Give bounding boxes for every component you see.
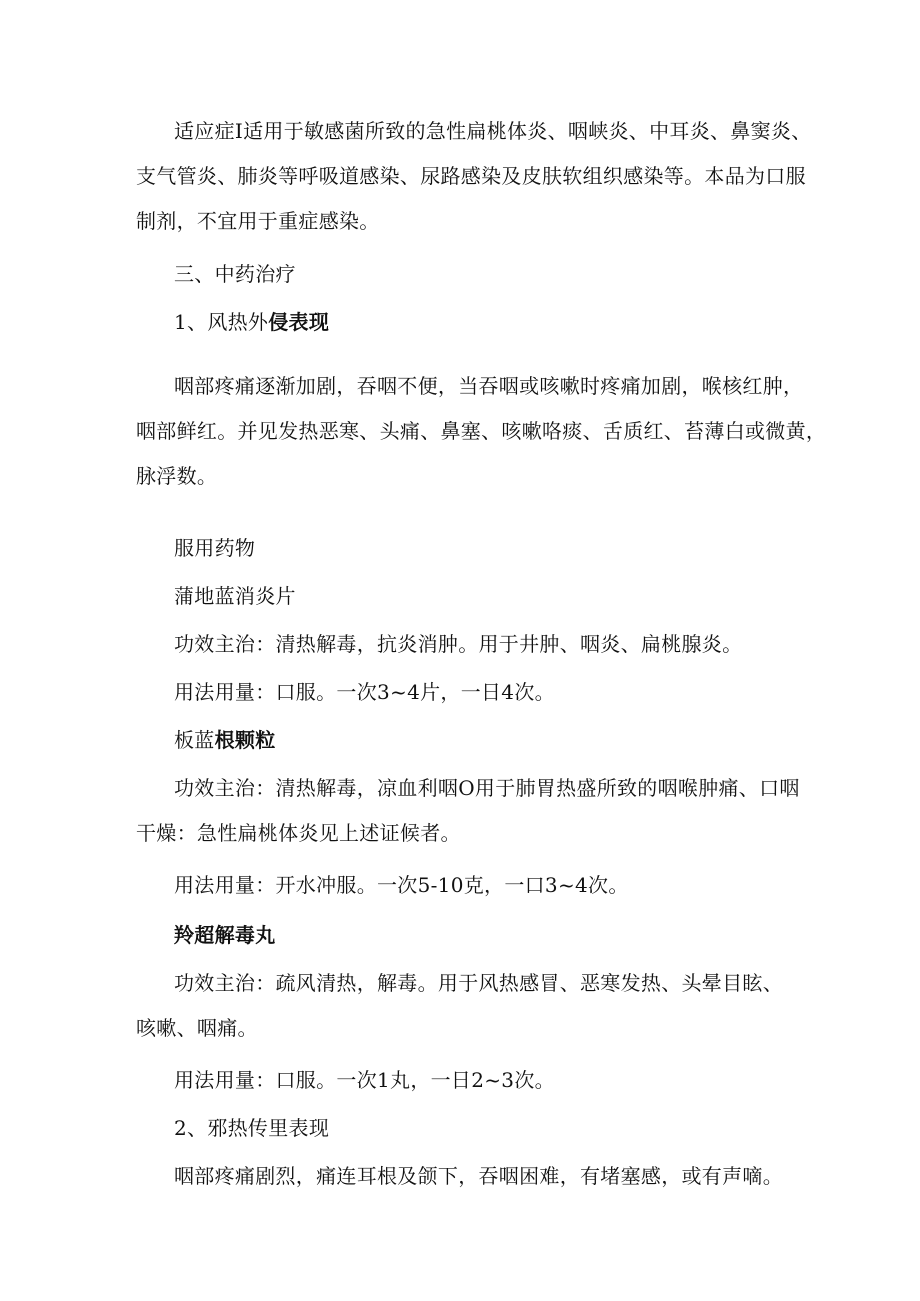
drug-name-bold: 根颗粒 bbox=[214, 728, 276, 752]
drug-dosage-2 bbox=[136, 863, 812, 908]
text-line: 制剂，不宜用于重症感染。 bbox=[136, 209, 380, 233]
text-line: 用法用量：口服。一次3~4片，一日4次。 bbox=[174, 680, 555, 704]
symptoms-paragraph-2 bbox=[136, 1154, 812, 1199]
text-line: 支气管炎、肺炎等呼吸道感染、尿路感染及皮肤软组织感染等。本品为口服 bbox=[136, 164, 806, 188]
section-heading-tcm bbox=[136, 252, 812, 297]
indications-paragraph bbox=[136, 109, 812, 244]
drug-name-1 bbox=[136, 574, 812, 619]
text-line: 咽部疼痛逐渐加剧，吞咽不便，当吞咽或咳嗽时疼痛加剧，喉核红肿， bbox=[174, 374, 804, 398]
text-line: 干燥：急性扁桃体炎见上述证候者。 bbox=[136, 821, 461, 845]
text-line: 羚超解毒丸 bbox=[174, 923, 276, 947]
drug-efficacy-3 bbox=[136, 961, 812, 1051]
text-line: 用法用量：开水冲服。一次5-10克，一口3~4次。 bbox=[174, 873, 629, 897]
text-line: 功效主治：清热解毒，凉血利咽O用于肺胃热盛所致的咽喉肿痛、口咽 bbox=[174, 776, 800, 800]
symptoms-paragraph bbox=[136, 364, 827, 499]
text-line: 服用药物 bbox=[174, 536, 256, 560]
text-line: 适应症I适用于敏感菌所致的急性扁桃体炎、咽峡炎、中耳炎、鼻窦炎、 bbox=[174, 119, 812, 143]
drug-name-prefix: 板蓝 bbox=[174, 728, 215, 752]
drug-dosage-1 bbox=[136, 670, 812, 715]
text-line: 用法用量：口服。一次1丸，一日2~3次。 bbox=[174, 1068, 555, 1092]
text-line: 咽部疼痛剧烈，痛连耳根及颌下，吞咽困难，有堵塞感，或有声嘀。 bbox=[174, 1164, 783, 1188]
medication-heading bbox=[136, 526, 812, 571]
subheading-pathogenic-heat bbox=[136, 1106, 812, 1151]
drug-efficacy-2 bbox=[136, 766, 812, 856]
text-line bbox=[136, 718, 812, 763]
drug-efficacy-1 bbox=[136, 622, 812, 667]
text-line: 咽部鲜红。并见发热恶寒、头痛、鼻塞、咳嗽咯痰、舌质红、苔薄白或微黄， bbox=[136, 419, 827, 443]
text-line: 咳嗽、咽痛。 bbox=[136, 1016, 258, 1040]
text-line: 功效主治：疏风清热，解毒。用于风热感冒、恶寒发热、头晕目眩、 bbox=[174, 971, 783, 995]
subheading-bold: 侵表现 bbox=[268, 310, 330, 334]
text-line: 功效主治：清热解毒，抗炎消肿。用于井肿、咽炎、扁桃腺炎。 bbox=[174, 632, 743, 656]
text-line: 蒲地蓝消炎片 bbox=[174, 584, 296, 608]
text-line: 2、邪热传里表现 bbox=[174, 1116, 330, 1140]
drug-name-2 bbox=[136, 718, 812, 763]
text-line: 脉浮数。 bbox=[136, 464, 218, 488]
text-line bbox=[136, 300, 812, 345]
subheading-prefix: 1、风热外 bbox=[174, 310, 269, 334]
drug-dosage-3 bbox=[136, 1058, 812, 1103]
drug-name-3 bbox=[136, 913, 812, 958]
subheading-wind-heat bbox=[136, 300, 812, 345]
text-line: 三、中药治疗 bbox=[174, 262, 296, 286]
